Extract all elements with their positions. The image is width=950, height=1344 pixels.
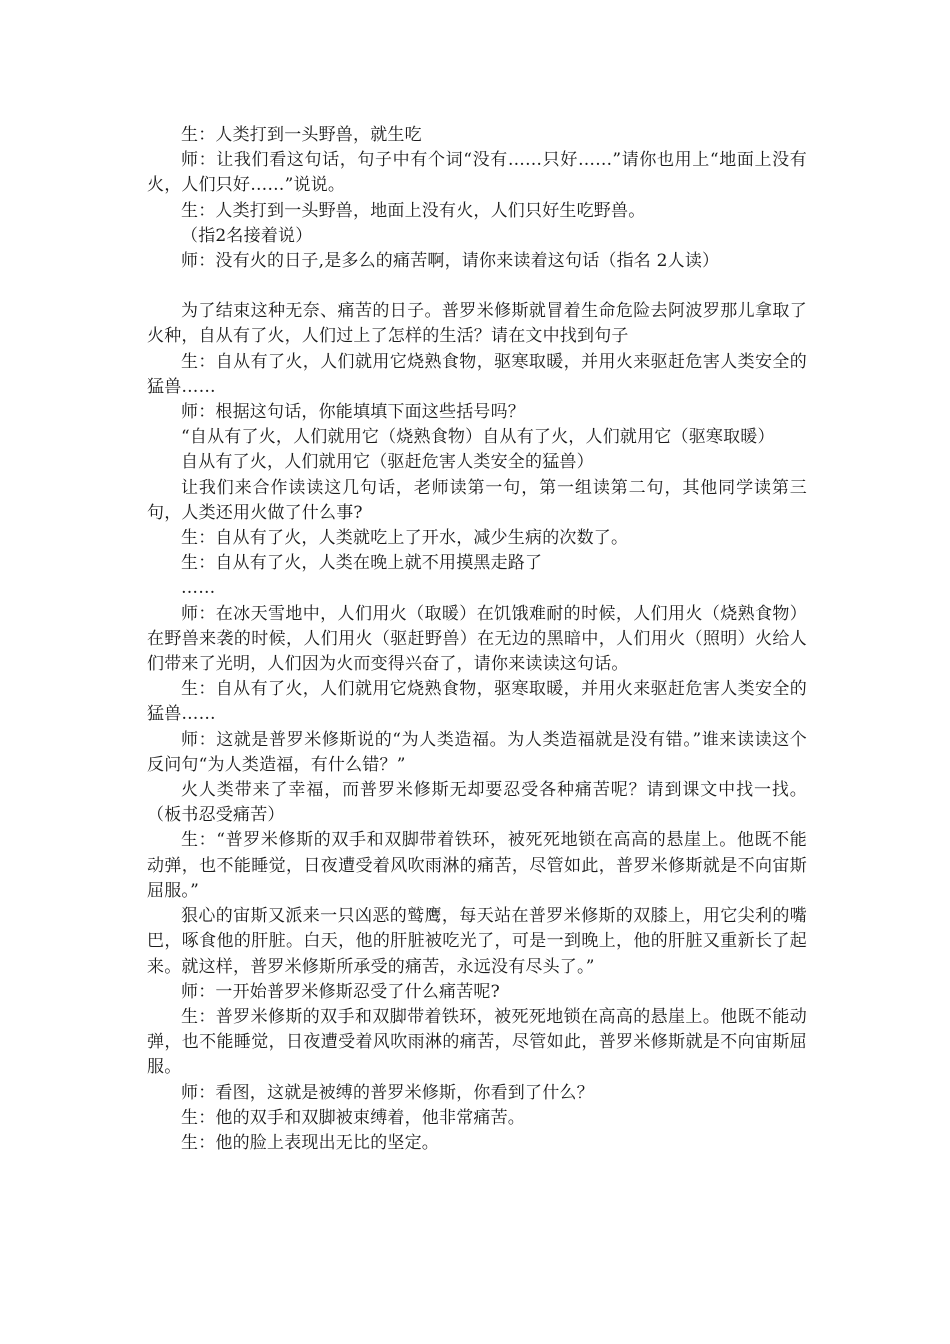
- paragraph: 生：人类打到一头野兽，就生吃: [181, 125, 422, 145]
- paragraph: 生：他的双手和双脚被束缚着，他非常痛苦。: [181, 1107, 525, 1128]
- paragraph: 生：普罗米修斯的双手和双脚带着铁环，被死死地锁在高高的悬崖上。他既不能动弹，也不能睡觉，日夜遭受着风吹雨淋的痛苦，尽管如此，普罗米修斯就是不向宙斯屈服。: [147, 1006, 807, 1078]
- paragraph: 狠心的宙斯又派来一只凶恶的鹫鹰，每天站在普罗米修斯的双膝上，用它尖利的嘴巴，啄食他的肝脏。白天，他的肝脏被吃光了，可是一到晚上，他的肝脏又重新长了起来。就这样，普罗米修斯所承受的痛苦，永远没有尽头了。”: [147, 906, 807, 977]
- paragraph: 为了结束这种无奈、痛苦的日子。普罗米修斯就冒着生命危险去阿波罗那儿拿取了火种，自从有了火，人们过上了怎样的生活？请在文中找到句子: [147, 301, 807, 347]
- paragraph: 生：人类打到一头野兽，地面上没有火，人们只好生吃野兽。: [181, 200, 646, 221]
- paragraph: 生：自从有了火，人类就吃上了开水，减少生病的次数了。: [181, 528, 629, 549]
- paragraph: 师：在冰天雪地中，人们用火（取暖）在饥饿难耐的时候，人们用火（烧熟食物）在野兽来袭的时候，人们用火（驱赶野兽）在无边的黑暗中，人们用火（照明）火给人们带来了光明，人们因为火而变得兴奋了，请你来读读这句话。: [147, 603, 807, 675]
- paragraph: 师：让我们看这句话，句子中有个词“没有……只好……”请你也用上“地面上没有火，人们只好……”说说。: [147, 150, 807, 196]
- paragraph: 生：“普罗米修斯的双手和双脚带着铁环，被死死地锁在高高的悬崖上。他既不能动弹，也不能睡觉，日夜遭受着风吹雨淋的痛苦，尽管如此，普罗米修斯就是不向宙斯屈服。”: [147, 830, 807, 901]
- paragraph: 让我们来合作读读这几句话，老师读第一句，第一组读第二句，其他同学读第三句，人类还用火做了什么事?: [147, 477, 807, 523]
- paragraph: 师：一开始普罗米修斯忍受了什么痛苦呢?: [181, 981, 500, 1002]
- paragraph: 生：他的脸上表现出无比的坚定。: [181, 1132, 439, 1153]
- paragraph: 师：看图，这就是被缚的普罗米修斯，你看到了什么？: [181, 1082, 594, 1103]
- paragraph: （指2名接着说）: [181, 225, 313, 246]
- paragraph: 生：自从有了火，人们就用它烧熟食物，驱寒取暖，并用火来驱赶危害人类安全的猛兽……: [147, 679, 807, 725]
- paragraph: “自从有了火，人们就用它（烧熟食物）自从有了火，人们就用它（驱寒取暖）: [181, 427, 775, 448]
- blank-line: [147, 274, 807, 299]
- paragraph: 火人类带来了幸福，而普罗米修斯无却要忍受各种痛苦呢？请到课文中找一找。（板书忍受痛苦）: [147, 780, 807, 826]
- paragraph: 生：自从有了火，人类在晚上就不用摸黑走路了: [181, 553, 543, 574]
- document-body: [147, 123, 807, 1156]
- paragraph: 师：根据这句话，你能填填下面这些括号吗？: [181, 402, 525, 423]
- paragraph: 自从有了火，人们就用它（驱赶危害人类安全的猛兽）: [181, 452, 594, 473]
- paragraph: 师：这就是普罗米修斯说的“为人类造福。为人类造福就是没有错。”谁来读读这个反问句“为人类造福，有什么错？”: [147, 729, 807, 775]
- paragraph: 师：没有火的日子,是多么的痛苦啊，请你来读着这句话（指名 2人读）: [181, 251, 720, 272]
- paragraph: 生：自从有了火，人们就用它烧熟食物，驱寒取暖，并用火来驱赶危害人类安全的猛兽……: [147, 351, 807, 397]
- paragraph: ……: [181, 578, 216, 599]
